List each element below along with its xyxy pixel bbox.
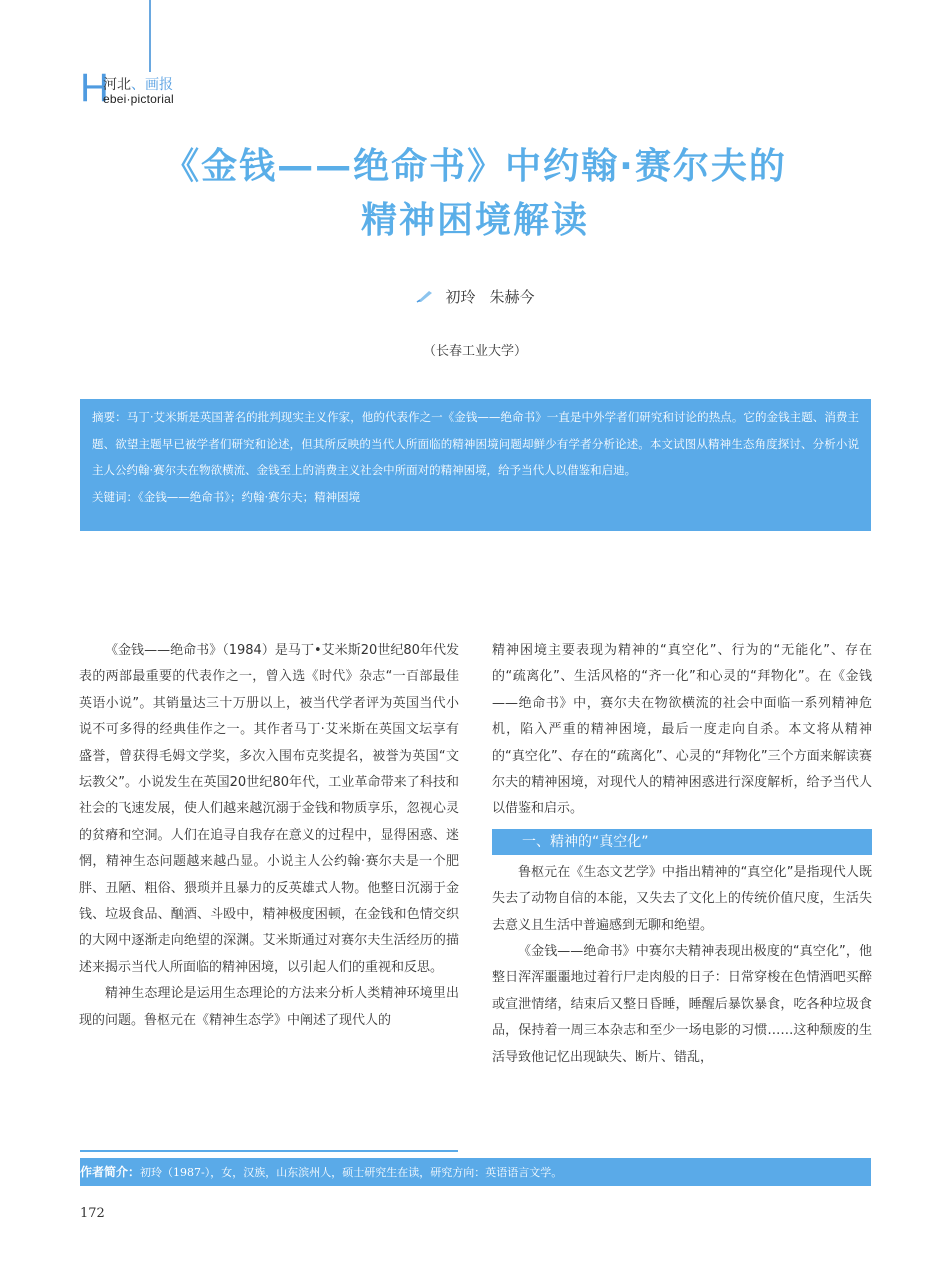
article-title: [60, 140, 890, 248]
magazine-logo: [80, 66, 220, 110]
right-column: [492, 638, 872, 1071]
footnote-rule: [80, 1150, 458, 1152]
title-line-1: 《金钱——绝命书》中约翰·赛尔夫的: [163, 146, 787, 187]
title-line-2: 精神困境解读: [360, 200, 589, 241]
affiliation: （长春工业大学）: [422, 344, 527, 359]
section-heading: 一、精神的“真空化”: [492, 829, 872, 855]
paragraph: 精神生态理论是运用生态理论的方法来分析人类精神环境里出现的问题。鲁枢元在《精神生态学》中阐述了现代人的: [79, 986, 459, 1028]
header-rule: [149, 0, 151, 72]
pen-icon: [415, 289, 435, 303]
author-name: 初玲: [445, 288, 476, 306]
abstract-text: 摘要：马丁·艾米斯是英国著名的批判现实主义作家，他的代表作之一《金钱——绝命书》一直是中外学者们研究和讨论的热点。它的金钱主题、消费主题、欲望主题早已被学者们研究和论述，但其所反映的当代人所面临的精神困境问题却鲜少有学者分析论述。本文试图从精神生态角度探讨、分析小说主人公约翰·赛尔夫在物欲横流、金钱至上的消费主义社会中所面对的精神困境，给予当代人以借鉴和启迪。: [92, 410, 859, 477]
author-footnote: [80, 1158, 871, 1186]
logo-letter: H: [80, 66, 109, 110]
paragraph: 精神困境主要表现为精神的“真空化”、行为的“无能化”、存在的“疏离化”、生活风格的“齐一化”和心灵的“拜物化”。在《金钱——绝命书》中，赛尔夫在物欲横流的社会中面临一系列精神危机，陷入严重的精神困境，最后一度走向自杀。本文将从精神的“真空化”、存在的“疏离化”、心灵的“拜物化”三个方面来解读赛尔夫的精神困境，对现代人的精神困惑进行深度解析，给予当代人以借鉴和启示。: [492, 643, 872, 817]
author-name: 朱赫今: [489, 288, 535, 306]
footnote-text: 初玲（1987-），女，汉族，山东滨州人，硕士研究生在读，研究方向：英语语言文学。: [140, 1166, 563, 1179]
footnote-label: 作者简介：: [80, 1165, 141, 1179]
author-line: [0, 286, 950, 307]
left-column: [79, 638, 459, 1034]
logo-english: ebei·pictorial: [103, 92, 174, 106]
page-number: 172: [80, 1206, 105, 1221]
abstract-box: [80, 399, 871, 531]
logo-chinese: 河北、画报: [103, 77, 173, 93]
paragraph: 鲁枢元在《生态文艺学》中指出精神的“真空化”是指现代人既失去了动物自信的本能，又失去了文化上的传统价值尺度，生活失去意义且生活中普遍感到无聊和绝望。: [492, 864, 872, 933]
paragraph: 《金钱——绝命书》（1984）是马丁•艾米斯20世纪80年代发表的两部最重要的代表作之一，曾入选《时代》杂志“一百部最佳英语小说”。其销量达三十万册以上，被当代学者评为英国当代小说不可多得的经典佳作之一。其作者马丁·艾米斯在英国文坛享有盛誉，曾获得毛姆文学奖，多次入围布克奖提名，被誉为英国“文坛教父”。小说发生在英国20世纪80年代，工业革命带来了科技和社会的飞速发展，使人们越来越沉溺于金钱和物质享乐，忽视心灵的贫瘠和空洞。人们在追寻自我存在意义的过程中，显得困惑、迷惘，精神生态问题越来越凸显。小说主人公约翰·赛尔夫是一个肥胖、丑陋、粗俗、猥琐并且暴力的反英雄式人物。他整日沉溺于金钱、垃圾食品、酗酒、斗殴中，精神极度困顿，在金钱和色情交织的大网中逐渐走向绝望的深渊。艾米斯通过对赛尔夫生活经历的描述来揭示当代人所面临的精神困境，以引起人们的重视和反思。: [79, 643, 459, 975]
keywords: 关键词：《金钱——绝命书》；约翰·赛尔夫；精神困境: [92, 489, 361, 504]
paragraph: 《金钱——绝命书》中赛尔夫精神表现出极度的“真空化”，他整日浑浑噩噩地过着行尸走肉般的日子：日常穿梭在色情酒吧买醉或宣泄情绪，结束后又整日昏睡，睡醒后暴饮暴食，吃各种垃圾食品，保持着一周三本杂志和至少一场电影的习惯……这种颓废的生活导致他记忆出现缺失、断片、错乱，: [492, 944, 872, 1065]
